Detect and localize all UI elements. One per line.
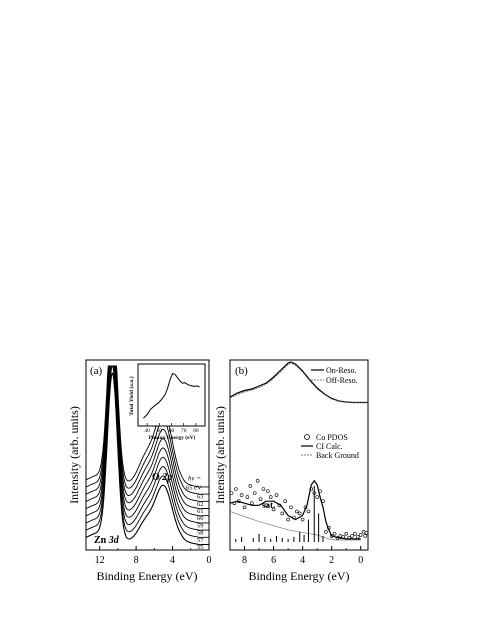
panel-a-x-tick-label: 12 (94, 555, 105, 566)
inset-frame (138, 364, 205, 426)
co-pdos-point (284, 500, 287, 503)
panel-a (0, 0, 212, 583)
co-pdos-point (269, 496, 272, 499)
co-pdos-point (316, 496, 319, 499)
co-pdos-point (290, 506, 293, 509)
co-pdos-point (359, 533, 362, 536)
legend-co-pdos-label: Co PDOS (316, 433, 348, 442)
panel-b-x-tick-label: 4 (300, 555, 306, 566)
photon-energy-label: 57 (197, 536, 204, 544)
co-pdos-point (253, 492, 256, 495)
background-line (230, 511, 361, 540)
co-pdos-point (249, 484, 252, 487)
panel-a-x-tick-label: 4 (170, 555, 176, 566)
photon-energy-label: 59 (197, 522, 204, 530)
co-pdos-point (307, 510, 310, 513)
photon-energy-label: 65 eV (186, 484, 202, 492)
co-pdos-point (324, 530, 327, 533)
panel-a-x-tick-label: 0 (206, 555, 212, 566)
co-pdos-point (345, 532, 348, 535)
panel-b-x-tick-label: 2 (329, 555, 335, 566)
photon-energy-label: 58 (197, 529, 204, 537)
hv-label: hν = (188, 474, 202, 483)
co-pdos-point (243, 506, 246, 509)
panel-a-xlabel: Binding Energy (eV) (96, 569, 198, 583)
co-pdos-point (339, 534, 342, 537)
photon-energy-label: 63 (197, 493, 204, 501)
photon-energy-labels (186, 484, 204, 551)
inset-x-tick-label: 80 (193, 428, 199, 434)
co-pdos-point (351, 534, 354, 537)
panel-a-ylabel: Intensity (arb. units) (67, 406, 81, 504)
co-pdos-point (275, 494, 278, 497)
photon-energy-label: 62 (197, 500, 204, 508)
sat-label: sat. (262, 500, 276, 510)
legend-ci-calc-label: CI Calc. (316, 442, 343, 451)
photon-energy-label: 60 (197, 515, 204, 523)
panel-b-x-tick-label: 6 (271, 555, 277, 566)
inset-plot (128, 364, 205, 441)
legend-background-label: Back Ground (316, 451, 359, 460)
co-pdos-point (353, 532, 356, 535)
panel-b-x-tick-label: 8 (242, 555, 248, 566)
panel-b (213, 360, 368, 583)
co-pdos-point (250, 502, 253, 505)
inset-xlabel: Photon Energy (eV) (148, 435, 196, 441)
legend-co-pdos-marker (305, 435, 310, 440)
co-pdos-point (298, 512, 301, 515)
inset-x-tick-label: 60 (168, 428, 175, 434)
legend-on-reso-label: On-Reso. (326, 366, 357, 375)
inset-x-tick-label: 50 (156, 428, 163, 434)
co-pdos-point (333, 532, 336, 535)
co-pdos-point (301, 518, 304, 521)
inset-ylabel: Total Yield (a.u.) (129, 376, 135, 416)
co-pdos-point (281, 512, 284, 515)
panel-a-x-ticks (95, 546, 212, 566)
panel-b-label: (b) (235, 365, 248, 377)
panel-a-label: (a) (90, 365, 103, 377)
panel-b-ylabel: Intensity (arb. units) (213, 406, 227, 504)
panel-b-x-ticks (242, 546, 363, 566)
co-pdos-point (287, 518, 290, 521)
o-label: O 2p (152, 472, 173, 483)
co-pdos-point (262, 488, 265, 491)
zn-label: Zn 3d (94, 535, 119, 546)
inset-x-tick-label: 40 (144, 428, 150, 434)
co-pdos-point (295, 510, 298, 513)
panel-b-x-tick-label: 0 (358, 555, 364, 566)
photon-energy-label: 61 (197, 508, 204, 515)
panel-b-xlabel: Binding Energy (eV) (248, 569, 350, 583)
co-pdos-points (230, 479, 368, 539)
legend-off-reso-label: Off-Reso. (326, 376, 358, 385)
co-pdos-point (240, 494, 243, 497)
co-pdos-point (364, 534, 367, 537)
co-pdos-point (362, 530, 365, 533)
co-pdos-point (256, 479, 259, 482)
co-pdos-point (356, 535, 359, 538)
ci-calc-line (230, 481, 361, 539)
panel-a-x-tick-label: 8 (133, 555, 139, 566)
inset-x-tick-label: 70 (180, 428, 187, 434)
co-pdos-point (266, 490, 269, 493)
co-pdos-point (246, 496, 249, 499)
co-pdos-point (234, 488, 237, 491)
photon-energy-label: 55 (197, 544, 204, 551)
